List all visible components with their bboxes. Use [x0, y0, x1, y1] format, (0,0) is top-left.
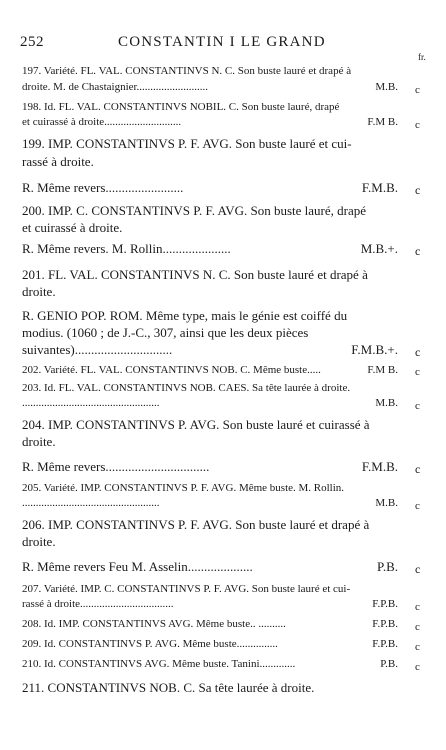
line-value: M.B.: [375, 81, 398, 93]
rarity-mark: c: [415, 500, 420, 512]
line-value: P.B.: [377, 559, 398, 574]
rarity-mark: c: [415, 621, 420, 633]
line-text: 209. Id. CONSTANTINVS P. AVG. Même buste...............: [22, 638, 278, 650]
line-value: M.B.: [375, 397, 398, 409]
catalogue-line: [22, 65, 398, 77]
line-text: R. Même revers........................: [22, 180, 184, 195]
catalogue-line: [22, 482, 398, 494]
line-text: ..................................................: [22, 497, 160, 509]
line-text: rassé à droite.: [22, 154, 94, 169]
catalogue-line: [22, 81, 398, 93]
catalogue-line: [22, 534, 398, 550]
line-value: F.P.B.: [372, 618, 398, 630]
line-text: 198. Id. FL. VAL. CONSTANTINVS NOBIL. C. Son buste lauré, drapé: [22, 101, 340, 113]
line-text: 208. Id. IMP. CONSTANTINVS AVG. Même buste.. ..........: [22, 618, 286, 630]
catalogue-line: [22, 517, 398, 533]
line-text: droite.: [22, 284, 56, 299]
line-value: M.B.: [375, 497, 398, 509]
line-value: F.P.B.: [372, 638, 398, 650]
catalogue-line: [22, 241, 398, 257]
line-text: 199. IMP. CONSTANTINVS P. F. AVG. Son buste lauré et cui-: [22, 136, 352, 151]
catalogue-line: [22, 583, 398, 595]
rarity-mark: c: [415, 400, 420, 412]
catalogue-line: [22, 397, 398, 409]
line-value: F.M.B.: [361, 180, 398, 195]
line-value: M.B.+.: [360, 241, 398, 256]
line-text: R. Même revers................................: [22, 459, 210, 474]
catalogue-line: [22, 308, 398, 324]
line-value: F.M B.: [367, 116, 398, 128]
rarity-mark: c: [415, 366, 420, 378]
line-text: 203. Id. FL. VAL. CONSTANTINVS NOB. CAES. Sa tête laurée à droite.: [22, 382, 351, 394]
catalogue-line: [22, 267, 398, 283]
line-text: R. GENIO POP. ROM. Même type, mais le génie est coiffé du: [22, 308, 348, 323]
catalogue-line: [22, 364, 398, 376]
line-text: 211. CONSTANTINVS NOB. C. Sa tête laurée à droite.: [22, 680, 315, 695]
rarity-mark: c: [415, 119, 420, 131]
catalogue-line: [22, 116, 398, 128]
catalogue-line: [22, 180, 398, 196]
line-text: 207. Variété. IMP. C. CONSTANTINVS P. F. AVG. Son buste lauré et cui-: [22, 583, 351, 595]
line-text: 204. IMP. CONSTANTINVS P. AVG. Son buste lauré et cuirassé à: [22, 417, 370, 432]
rarity-mark: c: [415, 661, 420, 673]
line-value: F.M.B.: [361, 459, 398, 474]
catalogue-line: [22, 459, 398, 475]
page-number: 252: [20, 34, 44, 50]
column-label: fr.: [418, 52, 426, 62]
line-text: suivantes)..............................: [22, 342, 173, 357]
catalogue-line: [22, 497, 398, 509]
rarity-mark: c: [415, 84, 420, 96]
rarity-mark: c: [415, 562, 421, 576]
catalogue-line: [22, 136, 398, 152]
catalogue-line: [22, 658, 398, 670]
line-text: 202. Variété. FL. VAL. CONSTANTINVS NOB. C. Même buste.....: [22, 364, 321, 376]
catalogue-line: [22, 284, 398, 300]
line-text: 206. IMP. CONSTANTINVS P. F. AVG. Son buste lauré et drapé à: [22, 517, 370, 532]
rarity-mark: c: [415, 244, 421, 258]
rarity-mark: c: [415, 345, 421, 359]
catalogue-line: [22, 342, 398, 358]
line-text: R. Même revers Feu M. Asselin....................: [22, 559, 253, 574]
catalogue-line: [22, 638, 398, 650]
line-text: 197. Variété. FL. VAL. CONSTANTINVS N. C. Son buste lauré et drapé à: [22, 65, 352, 77]
line-text: droite. M. de Chastaignier..........................: [22, 81, 209, 93]
catalogue-line: [22, 559, 398, 575]
rarity-mark: c: [415, 601, 420, 613]
catalogue-line: [22, 417, 398, 433]
catalogue-line: [22, 618, 398, 630]
line-text: modius. (1060 ; de J.-C., 307, ainsi que les deux pièces: [22, 325, 309, 340]
line-text: 210. Id. CONSTANTINVS AVG. Même buste. Tanini.............: [22, 658, 296, 670]
line-text: droite.: [22, 434, 56, 449]
line-text: et cuirassé à droite............................: [22, 116, 182, 128]
line-text: R. Même revers. M. Rollin.....................: [22, 241, 231, 256]
line-text: ..................................................: [22, 397, 160, 409]
line-text: droite.: [22, 534, 56, 549]
line-text: 201. FL. VAL. CONSTANTINVS N. C. Son buste lauré et drapé à: [22, 267, 368, 282]
catalogue-line: [22, 325, 398, 341]
line-value: F.M.B.+.: [351, 342, 398, 357]
rarity-mark: c: [415, 641, 420, 653]
rarity-mark: c: [415, 183, 421, 197]
catalogue-line: [22, 382, 398, 394]
line-text: rassé à droite..................................: [22, 598, 174, 610]
line-value: F.P.B.: [372, 598, 398, 610]
catalogue-line: [22, 220, 398, 236]
catalogue-line: [22, 434, 398, 450]
line-text: et cuirassé à droite.: [22, 220, 123, 235]
line-value: P.B.: [380, 658, 398, 670]
line-text: 200. IMP. C. CONSTANTINVS P. F. AVG. Son buste lauré, drapé: [22, 203, 366, 218]
running-title: CONSTANTIN I LE GRAND: [118, 34, 326, 50]
line-text: 205. Variété. IMP. CONSTANTINVS P. F. AVG. Même buste. M. Rollin.: [22, 482, 345, 494]
catalogue-line: [22, 680, 398, 696]
catalogue-line: [22, 203, 398, 219]
rarity-mark: c: [415, 462, 421, 476]
catalogue-line: [22, 154, 398, 170]
line-value: F.M B.: [367, 364, 398, 376]
catalogue-line: [22, 101, 398, 113]
catalogue-line: [22, 598, 398, 610]
